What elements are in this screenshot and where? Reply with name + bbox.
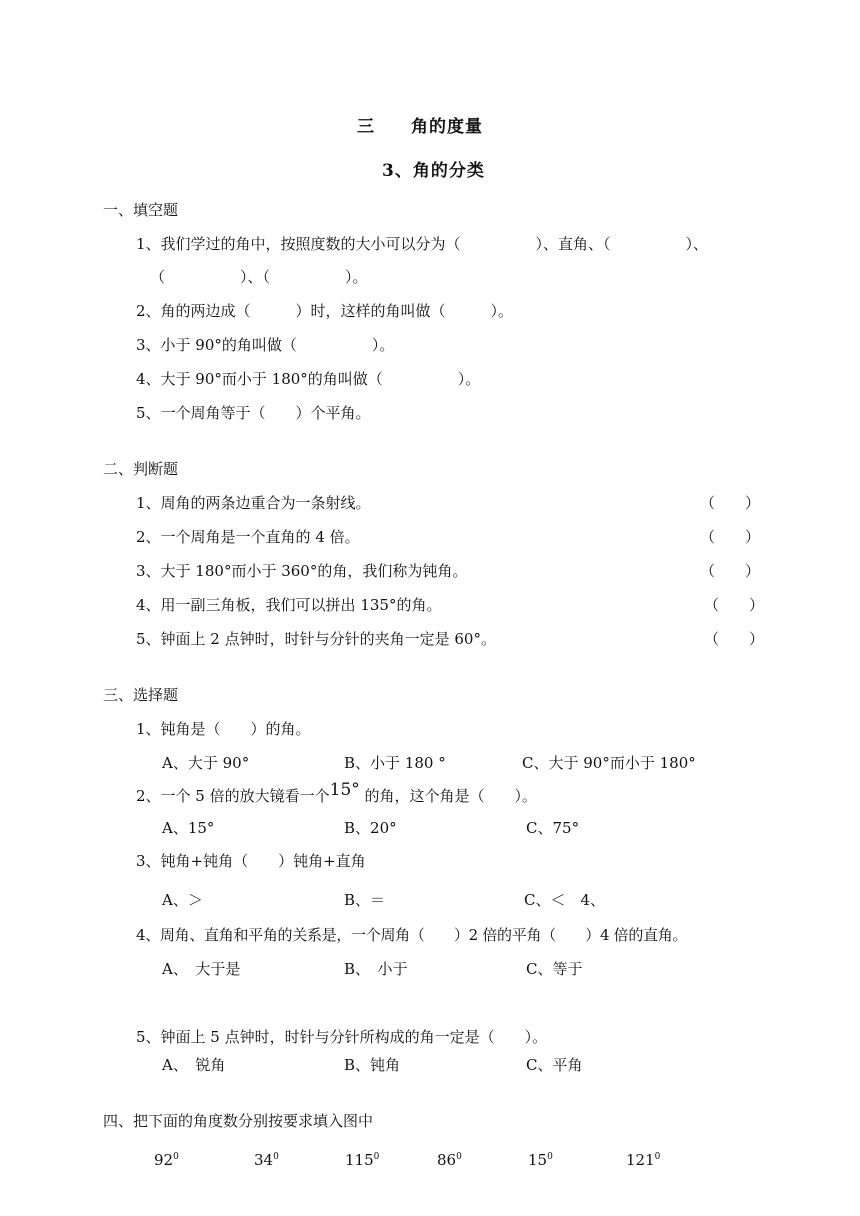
judge-answer-bracket-5[interactable]: （ ）	[704, 630, 765, 648]
section-fill-blank-heading: 一、填空题	[103, 201, 179, 219]
choice-q1-option-a[interactable]: A、大于 90°	[162, 754, 250, 772]
angle-value-6: $121^0$	[626, 1151, 661, 1169]
judge-item-5: 5、钟面上 2 点钟时，时针与分针的夹角一定是 60°。	[136, 630, 496, 648]
choice-q5-option-c[interactable]: C、平角	[526, 1056, 583, 1074]
angle-value-2: $34^0$	[254, 1151, 279, 1169]
fill-q5: 5、一个周角等于（ ）个平角。	[136, 404, 371, 422]
judge-item-4: 4、用一副三角板，我们可以拼出 135°的角。	[136, 596, 442, 614]
judge-answer-bracket-1[interactable]: （ ）	[700, 494, 761, 512]
fill-q4: 4、大于 90°而小于 180°的角叫做（ ）。	[136, 370, 481, 388]
choice-q1-option-c[interactable]: C、大于 90°而小于 180°	[522, 754, 696, 772]
angle-value-5: $15^0$	[528, 1151, 553, 1169]
choice-q4-option-b[interactable]: B、 小于	[344, 960, 408, 978]
choice-q2-option-b[interactable]: B、20°	[344, 819, 397, 837]
choice-q1-option-b[interactable]: B、小于 180 °	[344, 754, 446, 772]
judge-answer-bracket-3[interactable]: （ ）	[700, 562, 761, 580]
fill-q1-line1: 1、我们学过的角中，按照度数的大小可以分为（ ）、直角、（ ）、	[136, 235, 709, 253]
choice-q3-option-a[interactable]: A、＞	[162, 891, 203, 909]
section-judge-heading: 二、判断题	[103, 460, 179, 478]
angle-value-4: $86^0$	[437, 1151, 462, 1169]
judge-answer-bracket-4[interactable]: （ ）	[704, 596, 765, 614]
judge-item-3: 3、大于 180°而小于 360°的角，我们称为钝角。	[136, 562, 468, 580]
choice-q2-option-c[interactable]: C、75°	[526, 819, 580, 837]
fill-q1-line2: （ ）、（ ）。	[150, 268, 368, 286]
judge-answer-bracket-2[interactable]: （ ）	[700, 528, 761, 546]
choice-q4-option-c[interactable]: C、等于	[526, 960, 583, 978]
choice-q5-option-a[interactable]: A、 锐角	[162, 1056, 226, 1074]
lesson-title: 3、角的分类	[382, 161, 485, 181]
choice-q2	[136, 780, 538, 805]
judge-item-1: 1、周角的两条边重合为一条射线。	[136, 494, 371, 512]
choice-q3-option-b[interactable]: B、＝	[344, 891, 386, 909]
chapter-title: 三 角的度量	[357, 117, 483, 137]
angle-value-3: $115^0$	[345, 1151, 380, 1169]
choice-q3: 3、钝角+钝角（ ）钝角+直角	[136, 852, 366, 870]
section-angle-sort-heading: 四、把下面的角度数分别按要求填入图中	[103, 1112, 374, 1130]
fill-q2: 2、角的两边成（ ）时，这样的角叫做（ ）。	[136, 302, 514, 320]
choice-q1: 1、钝角是（ ）的角。	[136, 720, 311, 738]
choice-q2-angle: 15°	[329, 780, 360, 800]
fill-q3: 3、小于 90°的角叫做（ ）。	[136, 336, 395, 354]
choice-q5-option-b[interactable]: B、钝角	[344, 1056, 401, 1074]
choice-q2-text-b: 的角，这个角是（ ）。	[364, 787, 538, 805]
choice-q4: 4、周角、直角和平角的关系是，一个周角（ ）2 倍的平角（ ）4 倍的直角。	[136, 926, 688, 944]
choice-q3-option-c[interactable]: C、＜ 4、	[524, 891, 606, 909]
choice-q2-text-a: 2、一个 5 倍的放大镜看一个	[136, 787, 330, 805]
angle-value-1: $92^0$	[154, 1151, 179, 1169]
section-choice-heading: 三、选择题	[103, 686, 179, 704]
choice-q4-option-a[interactable]: A、 大于是	[162, 960, 241, 978]
choice-q2-option-a[interactable]: A、15°	[162, 819, 215, 837]
choice-q5: 5、钟面上 5 点钟时，时针与分针所构成的角一定是（ ）。	[136, 1028, 548, 1046]
judge-item-2: 2、一个周角是一个直角的 4 倍。	[136, 528, 360, 546]
